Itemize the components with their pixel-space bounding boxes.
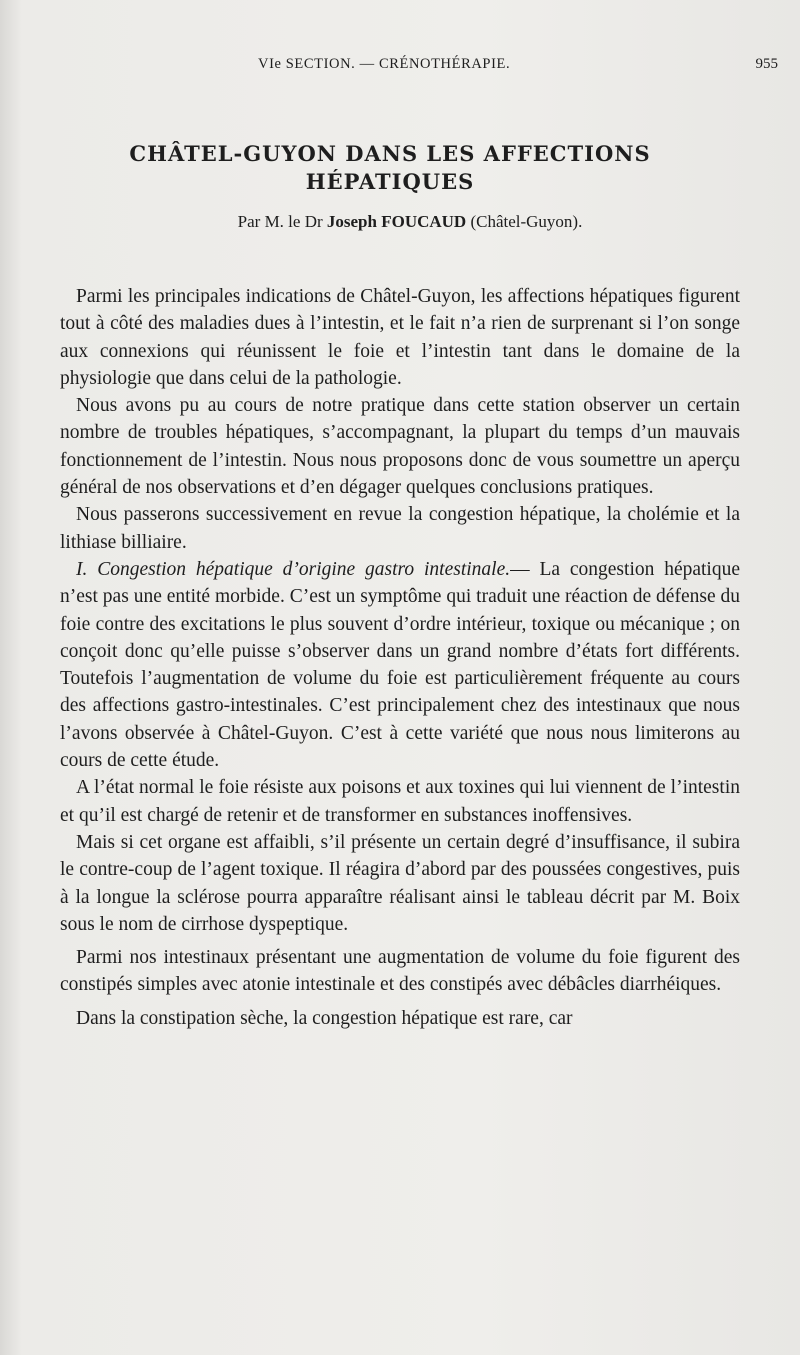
byline [100, 212, 720, 232]
paragraph: Parmi les principales indications de Châtel-Guyon, les affections hépatiques figurent tout à côté des maladies dues à l’intestin, et le fait n’a rien de surprenant si l’on songe aux connexions qui réunissent le foie et l’intestin tant dans le domaine de la physiologie que dans celui de la pathologie. [60, 286, 740, 389]
article-body [60, 283, 740, 1032]
page-number: 955 [755, 56, 778, 72]
author-name: Joseph FOUCAUD [326, 212, 467, 231]
section-heading: VIe SECTION. — CRÉNOTHÉRAPIE. [258, 56, 511, 72]
paragraph: Nous passerons successivement en revue la congestion hépatique, la cholémie et la lithiase billiaire. [60, 504, 740, 553]
paragraph: Parmi nos intestinaux présentant une augmentation de volume du foie figurent des constipés simples avec atonie intestinale et des constipés avec débâcles diarrhéiques. [60, 947, 740, 996]
section-heading-congestion: I. Congestion hépatique d’origine gastro intestinale. [76, 558, 511, 580]
section-paragraph [60, 556, 740, 774]
article-title: CHÂTEL-GUYON DANS LES AFFECTIONS HÉPATIQUES [129, 141, 651, 194]
paragraph: Nous avons pu au cours de notre pratique dans cette station observer un certain nombre de troubles hépatiques, s’accompagnant, la plupart du temps d’un mauvais fonctionnement de l’intestin. Nous nous proposons donc de vous soumettre un aperçu général de nos observations et d’en dégager quelques conclusions pratiques. [60, 395, 740, 499]
running-head [0, 56, 800, 78]
paragraph: Dans la constipation sèche, la congestion hépatique est rare, car [76, 1007, 573, 1029]
author-affiliation: (Châtel-Guyon). [470, 212, 583, 231]
paragraph: A l’état normal le foie résiste aux poisons et aux toxines qui lui viennent de l’intestin et qu’il est chargé de retenir et de transformer en substances inoffensives. [60, 777, 740, 826]
section-text: — La congestion hépatique n’est pas une entité morbide. C’est un symptôme qui traduit une réaction de défense du foie contre des excitations le plus souvent d’ordre intérieur, toxique ou mécanique ; on conçoit donc qu’elle puisse s’observer dans un grand nombre d’états fort différents. Toutefois l’augmentation de volume du foie est particulièrement fréquente au cours des affections gastro-intestinales. C’est principalement chez des intestinaux que nous l’avons observée à Châtel-Guyon. C’est à cette variété que nous nous limiterons au cours de cette étude. [60, 558, 741, 772]
paragraph: Mais si cet organe est affaibli, s’il présente un certain degré d’insuffisance, il subira le contre-coup de l’agent toxique. Il réagira d’abord par des poussées congestives, puis à la longue la sclérose pourra apparaître réalisant ainsi le tableau décrit par M. Boix sous le nom de cirrhose dyspeptique. [60, 831, 740, 935]
byline-prefix: Par M. le Dr [237, 212, 323, 231]
